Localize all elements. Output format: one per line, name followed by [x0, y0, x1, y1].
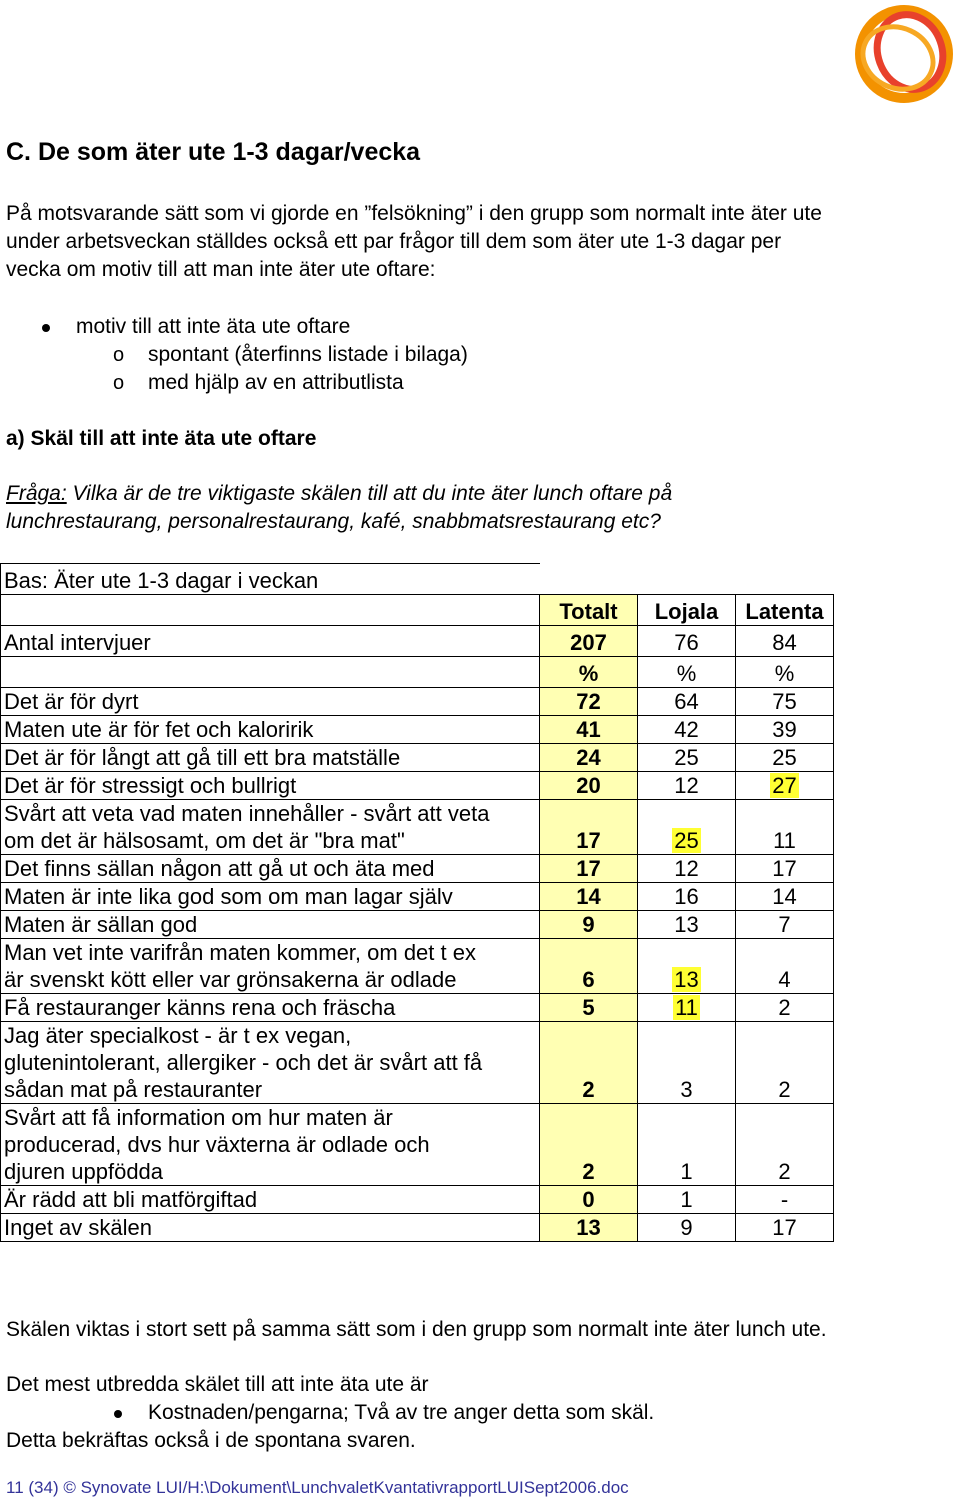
cell-latenta: 2: [736, 1022, 834, 1104]
bullet-circle-icon: o: [113, 372, 125, 394]
page-footer: 11 (34) © Synovate LUI/H:\Dokument\LunchvaletKvantativrapportLUISept2006.doc: [6, 1478, 629, 1497]
question-text: [6, 480, 672, 536]
cell-totalt: 24: [540, 744, 638, 772]
cell-latenta: 14: [736, 883, 834, 911]
row-label: Man vet inte varifrån maten kommer, om det t ex är svenskt kött eller var grönsakerna är odlade: [1, 939, 540, 994]
cell-lojala: 12: [638, 772, 736, 800]
cell-lojala: 25: [638, 800, 736, 855]
cell-latenta: 17: [736, 1214, 834, 1242]
subsection-heading: a) Skäl till att inte äta ute oftare: [6, 427, 317, 450]
row-label: Är rädd att bli matförgiftad: [1, 1186, 540, 1214]
cell-lojala: 13: [638, 911, 736, 939]
intro-line: vecka om motiv till att man inte äter ute oftare:: [6, 258, 436, 281]
question-line: Vilka är de tre viktigaste skälen till att du inte äter lunch oftare på: [66, 482, 673, 505]
cell-totalt: 2: [540, 1104, 638, 1186]
row-label: Jag äter specialkost - är t ex vegan, glutenintolerant, allergiker - och det är svårt att få sådan mat på restauranter: [1, 1022, 540, 1104]
cell-lojala: 12: [638, 855, 736, 883]
bullet-sub-text: med hjälp av en attributlista: [148, 371, 404, 394]
cell-latenta: 75: [736, 688, 834, 716]
cell-lojala: 1: [638, 1186, 736, 1214]
row-label: Inget av skälen: [1, 1214, 540, 1242]
cell-latenta: 25: [736, 744, 834, 772]
pct-latenta: %: [736, 657, 834, 688]
interviews-latenta: 84: [736, 626, 834, 657]
row-label: Svårt att få information om hur maten är producerad, dvs hur växterna är odlade och djuren uppfödda: [1, 1104, 540, 1186]
table-row: [1, 883, 834, 911]
cell-lojala: 13: [638, 939, 736, 994]
cell-totalt: 72: [540, 688, 638, 716]
cell-lojala: 64: [638, 688, 736, 716]
row-label: Få restauranger känns rena och fräscha: [1, 994, 540, 1022]
results-table: [0, 563, 834, 1242]
cell-lojala: 11: [638, 994, 736, 1022]
summary-bullet: [148, 1399, 654, 1427]
bullet-dot-icon: [114, 1410, 122, 1418]
pct-totalt: %: [540, 657, 638, 688]
table-row: [1, 911, 834, 939]
table-base-label: Bas: Äter ute 1-3 dagar i veckan: [1, 564, 540, 595]
row-label: Maten är sällan god: [1, 911, 540, 939]
table-row: [1, 1022, 834, 1104]
bullet-sub-attribut: [113, 369, 404, 397]
row-label: Maten är inte lika god som om man lagar själv: [1, 883, 540, 911]
cell-totalt: 9: [540, 911, 638, 939]
section-heading: C. De som äter ute 1-3 dagar/vecka: [6, 138, 421, 166]
pct-lojala: %: [638, 657, 736, 688]
cell-latenta: -: [736, 1186, 834, 1214]
cell-latenta: 4: [736, 939, 834, 994]
cell-lojala: 16: [638, 883, 736, 911]
cell-latenta: 17: [736, 855, 834, 883]
cell-lojala: 25: [638, 744, 736, 772]
table-row: [1, 800, 834, 855]
row-label: Maten ute är för fet och kaloririk: [1, 716, 540, 744]
cell-totalt: 17: [540, 855, 638, 883]
cell-totalt: 5: [540, 994, 638, 1022]
table-row: [1, 939, 834, 994]
row-label: Svårt att veta vad maten innehåller - svårt att veta om det är hälsosamt, om det är "bra mat": [1, 800, 540, 855]
intro-line: under arbetsveckan ställdes också ett par frågor till dem som äter ute 1-3 dagar per: [6, 230, 782, 253]
table-row: [1, 994, 834, 1022]
table-row: [1, 1186, 834, 1214]
col-header-lojala: Lojala: [638, 595, 736, 626]
cell-totalt: 14: [540, 883, 638, 911]
question-line: lunchrestaurang, personalrestaurang, kafé, snabbmatsrestaurang etc?: [6, 510, 661, 533]
row-label: Det är för stressigt och bullrigt: [1, 772, 540, 800]
interviews-label: Antal intervjuer: [1, 626, 540, 657]
cell-totalt: 41: [540, 716, 638, 744]
cell-totalt: 6: [540, 939, 638, 994]
cell-latenta: 11: [736, 800, 834, 855]
bullet-main: [76, 313, 350, 341]
cell-totalt: 17: [540, 800, 638, 855]
summary-end: Detta bekräftas också i de spontana svaren.: [6, 1429, 416, 1452]
intro-line: På motsvarande sätt som vi gjorde en ”felsökning” i den grupp som normalt inte äter ute: [6, 202, 822, 225]
row-label: Det finns sällan någon att gå ut och äta med: [1, 855, 540, 883]
row-label: Det är för dyrt: [1, 688, 540, 716]
question-label: Fråga:: [6, 482, 67, 505]
summary-intro: Det mest utbredda skälet till att inte äta ute är: [6, 1373, 429, 1396]
bullet-sub-spontant: [113, 341, 468, 369]
table-row: [1, 716, 834, 744]
bullet-circle-icon: o: [113, 344, 125, 366]
cell-lojala: 1: [638, 1104, 736, 1186]
conclusion-text: Skälen viktas i stort sett på samma sätt som i den grupp som normalt inte äter lunch ute.: [6, 1318, 827, 1341]
synovate-logo-icon: [848, 2, 958, 106]
interviews-totalt: 207: [540, 626, 638, 657]
bullet-dot-icon: [42, 324, 50, 332]
bullet-sub-text: spontant (återfinns listade i bilaga): [148, 343, 468, 366]
summary-bullet-text: Kostnaden/pengarna; Två av tre anger detta som skäl.: [148, 1401, 655, 1424]
cell-latenta: 7: [736, 911, 834, 939]
cell-totalt: 2: [540, 1022, 638, 1104]
col-header-latenta: Latenta: [736, 595, 834, 626]
table-row: [1, 772, 834, 800]
intro-paragraph: [6, 200, 822, 284]
table-row: [1, 1104, 834, 1186]
cell-lojala: 3: [638, 1022, 736, 1104]
cell-totalt: 0: [540, 1186, 638, 1214]
bullet-main-text: motiv till att inte äta ute oftare: [76, 315, 351, 338]
cell-totalt: 20: [540, 772, 638, 800]
table-row: [1, 1214, 834, 1242]
table-row: [1, 855, 834, 883]
cell-totalt: 13: [540, 1214, 638, 1242]
cell-lojala: 9: [638, 1214, 736, 1242]
col-header-totalt: Totalt: [540, 595, 638, 626]
interviews-lojala: 76: [638, 626, 736, 657]
cell-lojala: 42: [638, 716, 736, 744]
cell-latenta: 27: [736, 772, 834, 800]
cell-latenta: 2: [736, 994, 834, 1022]
table-row: [1, 744, 834, 772]
cell-latenta: 39: [736, 716, 834, 744]
row-label: Det är för långt att gå till ett bra matställe: [1, 744, 540, 772]
table-row: [1, 688, 834, 716]
cell-latenta: 2: [736, 1104, 834, 1186]
